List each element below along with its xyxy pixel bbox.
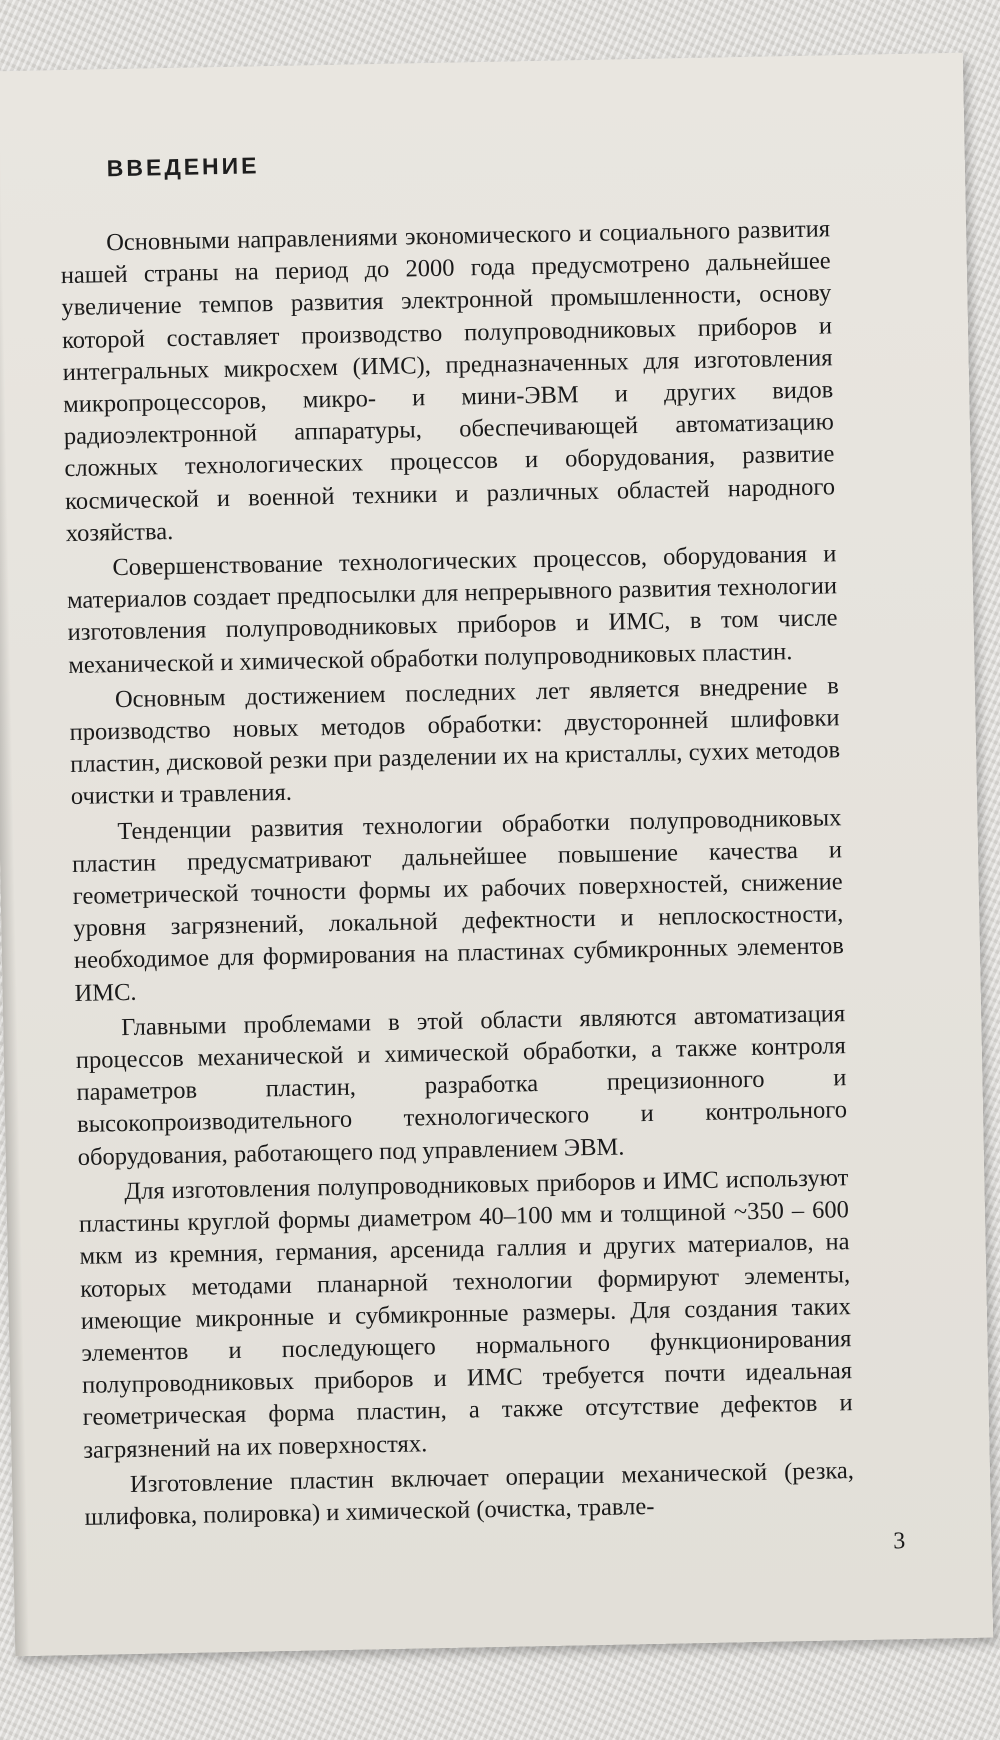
paragraph-3: Основным достижением последних лет является внедрение в производство новых методов обработки: двусторонней шлифовки пластин, дисковой резки при разделении их на кристаллы, сухих методов очистки и травления. xyxy=(69,672,841,811)
body-text xyxy=(60,213,855,1534)
paragraph-2: Совершенствование технологических процессов, оборудования и материалов создает предпосылки для непрерывного развития технологии изготовления полупроводниковых приборов и ИМС, в том числе механической и химической обработки полупроводниковых пластин. xyxy=(66,540,838,679)
paragraph-4: Тенденции развития технологии обработки полупроводниковых пластин предусматривают дальнейшее повышение качества и геометрической точности формы их рабочих поверхностей, снижение уровня загрязнений, локальной дефектности и неплоскостности, необходимое для формирования на пластинах субмикронных элементов ИМС. xyxy=(71,803,845,1007)
page-number: 3 xyxy=(893,1528,906,1555)
paragraph-5: Главными проблемами в этой области являются автоматизация процессов механической и химической обработки, а также контроля параметров пластин, разработка прецизионного и высокопроизводительного технологического и контрольного оборудования, работающего под управлением ЭВМ. xyxy=(75,1000,848,1171)
paragraph-1: Основными направлениями экономического и социального развития нашей страны на период до 2000 года предусмотрено дальнейшее увеличение темпов развития электронной промышленности, основу которой составляет производство полупроводниковых приборов и интегральных микросхем (ИМС), предназначенных для изготовления микропроцессоров, микро- и мини-ЭВМ и других видов радиоэлектронной аппаратуры, обеспечивающей автоматизацию сложных технологических процессов и оборудования, развитие космической и военной техники и различных областей народного хозяйства. xyxy=(60,215,836,547)
paragraph-6: Для изготовления полупроводниковых приборов и ИМС используют пластины круглой формы диаметром 40–100 мм и толщиной ~350 – 600 мкм из кремния, германия, арсенида галлия и других материалов, на которых методами планарной технологии формируют элементы, имеющие микронные и субмикронные размеры. Для создания таких элементов и последующего нормального функционирования полупроводниковых приборов и ИМС требуется почти идеальная геометрическая форма пластин, а также отсутствие дефектов и загрязнений на их поверхностях. xyxy=(78,1164,853,1464)
chapter-heading: ВВЕДЕНИЕ xyxy=(106,152,260,182)
book-page xyxy=(0,53,993,1656)
paragraph-7: Изготовление пластин включает операции механической (резка, шлифовка, полировка) и химической (очистка, травле- xyxy=(84,1456,855,1531)
